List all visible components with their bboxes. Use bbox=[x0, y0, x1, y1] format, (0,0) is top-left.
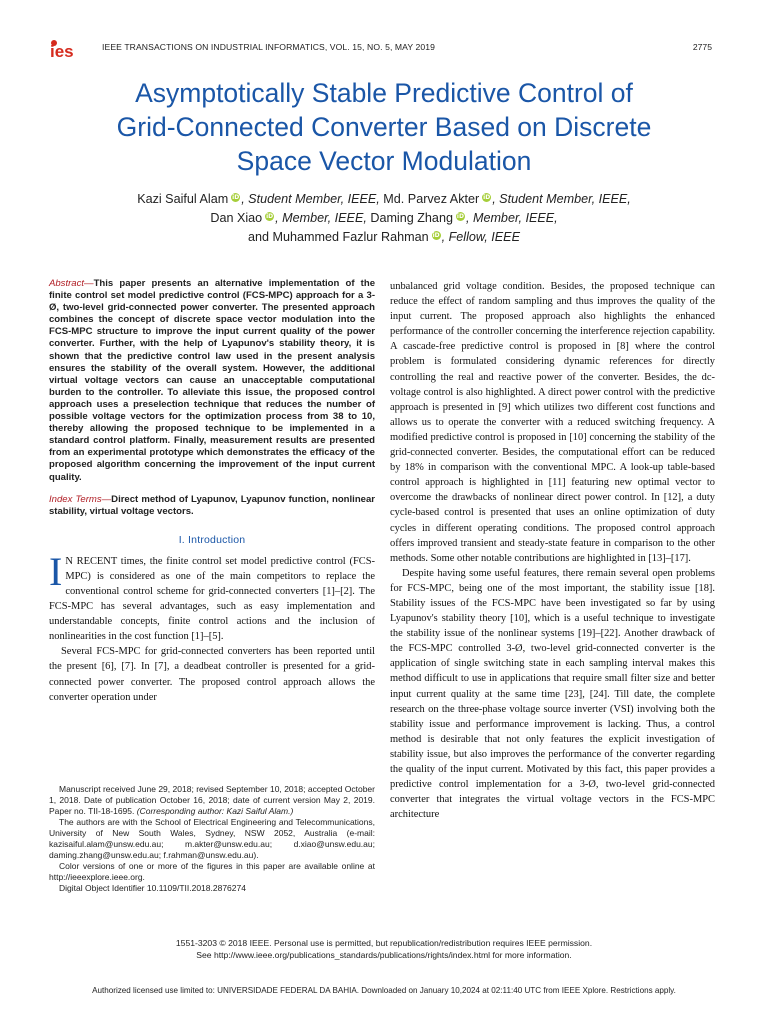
footnote-manuscript bbox=[49, 784, 375, 817]
ies-logo-icon bbox=[48, 38, 88, 60]
author-role: , Student Member, IEEE, bbox=[241, 192, 380, 206]
copyright-link-line[interactable]: See http://www.ieee.org/publications_standards/publications/rights/index.html for more information. bbox=[196, 950, 572, 960]
orcid-icon[interactable]: iD bbox=[232, 194, 240, 201]
author-line bbox=[40, 228, 728, 247]
right-column bbox=[390, 279, 715, 822]
introduction bbox=[49, 548, 375, 705]
author-list bbox=[40, 190, 728, 247]
author-line bbox=[40, 190, 728, 209]
author-role: , Member, IEEE, bbox=[275, 211, 367, 225]
footnote-color: Color versions of one or more of the figures in this paper are available online at http://ieeexplore.ieee.org. bbox=[49, 861, 375, 882]
author-name: Kazi Saiful Alam bbox=[137, 192, 229, 206]
body-paragraph: unbalanced grid voltage condition. Besides, the proposed technique can reduce the effect of random sampling and thus improves the quality of the input current. The proposed approach also highlights the enhanced performance of the controller concerning the interference rejection capability. A cascade-free predictive control is proposed in [8] where the control problem is formulated considering dynamic references for directly controlling the real and reactive power of the converter. Besides, the dc-voltage control is also highlighted. A direct power control with the predictive approach is presented in [9] which utilizes two different cost functions and allows us to operate the converter with a reduced switching frequency. A modified predictive control is proposed in [10] concerning the stability of the grid-connected converter. Besides, the computational effort can be reduced by 18% in comparison with the conventional MPC. A look-up table-based control approach is highlighted in [11] featuring new optimal vector to overcome the drawbacks of nonlinear direct power control. In [12], a duty cycle-based control is presented that uses an online optimization of duty cycles in different operating conditions. The proposed control approach offers improved transient and steady-state feature in comparison to the other methods. Some other notable contributions are highlighted in [13]–[17]. bbox=[390, 281, 715, 564]
title-line: Grid-Connected Converter Based on Discrete bbox=[116, 112, 652, 142]
orcid-icon[interactable]: iD bbox=[456, 213, 464, 220]
logo-text: ies bbox=[50, 42, 74, 60]
orcid-icon[interactable]: iD bbox=[266, 213, 274, 220]
author-name: Dan Xiao bbox=[210, 211, 263, 225]
author-name: Daming Zhang bbox=[370, 211, 453, 225]
intro-paragraph: Several FCS-MPC for grid-connected converters has been reported until the present [6], [7]. In [7], a deadbeat controller is presented for a grid-connected power converter. The proposed control approach allows the converter operation under bbox=[49, 646, 375, 703]
author-role: , Fellow, IEEE bbox=[441, 230, 520, 244]
abstract bbox=[49, 278, 375, 484]
license-notice: Authorized licensed use limited to: UNIVERSIDADE FEDERAL DA BAHIA. Downloaded on January 10,2024 at 02:11:40 UTC from IEEE Xplore. Restrictions apply. bbox=[92, 986, 676, 995]
copyright-notice bbox=[60, 937, 708, 961]
abstract-label: Abstract— bbox=[49, 278, 94, 289]
paper-title bbox=[40, 76, 728, 178]
intro-para1-text: N RECENT times, the finite control set model predictive control (FCS-MPC) is considered as one of the main competitors to replace the conventional control scheme for grid-connected converters [1]–[2]. The FCS-MPC has several advantages, such as easy implementation and understandable concepts, finite control actions and the inclusion of nonlinearities in the cost function [1]–[5]. bbox=[49, 555, 375, 643]
author-name: and Muhammed Fazlur Rahman bbox=[248, 230, 429, 244]
index-terms-text: Direct method of Lyapunov, Lyapunov function, nonlinear stability, virtual voltage vectors. bbox=[49, 493, 375, 517]
author-name: Md. Parvez Akter bbox=[383, 192, 480, 206]
abstract-text: This paper presents an alternative implementation of the finite control set model predictive control (FCS-MPC) approach for a 3-Ø, two-level grid-connected power converter. The presented approach combines the concept of discrete space vector modulation into the FCS-MPC structure to improve the input current quality of the power converter. Further, with the help of Lyapunov's stability theory, it is shown that the predictive control law used in the present analysis ensures the stability of the overall system. However, the additional virtual voltage vectors can cause an unacceptable computational burden to the controller. To alleviate this issue, the proposed control approach uses a preselection technique that reduces the number of possible voltage vectors for the optimization process from 38 to 10, thereby allowing the proposed technique to be implemented in a standard control platform. Finally, measurement results are presented from an experimental prototype which demonstrates the efficacy of the proposed algorithm concerning the improvement of the input current quality. bbox=[49, 278, 375, 483]
drop-cap: I bbox=[49, 548, 63, 594]
footnote-affiliation: The authors are with the School of Electrical Engineering and Telecommunications, University of New South Wales, Sydney, NSW 2052, Australia (e-mail: kazisaiful.alam@unsw.edu.au; m.akter@unsw.edu.au; d.xiao@unsw.edu.au; daming.zhang@unsw.edu.au; f.rahman@unsw.edu.au). bbox=[49, 817, 375, 860]
footnote-doi: Digital Object Identifier 10.1109/TII.2018.2876274 bbox=[59, 883, 246, 893]
section-heading: I. Introduction bbox=[178, 533, 246, 546]
page-number: 2775 bbox=[692, 42, 712, 52]
author-line bbox=[40, 209, 728, 228]
journal-header: IEEE TRANSACTIONS ON INDUSTRIAL INFORMATICS, VOL. 15, NO. 5, MAY 2019 bbox=[102, 42, 436, 52]
author-role: , Student Member, IEEE, bbox=[492, 192, 631, 206]
left-column bbox=[49, 278, 375, 705]
author-role: , Member, IEEE, bbox=[465, 211, 558, 225]
intro-paragraph bbox=[49, 548, 375, 645]
copyright-line: 1551-3203 © 2018 IEEE. Personal use is permitted, but republication/redistribution requires IEEE permission. bbox=[175, 938, 593, 948]
index-terms bbox=[49, 494, 375, 518]
corresponding-author: (Corresponding author: Kazi Saiful Alam.) bbox=[136, 806, 294, 816]
orcid-icon[interactable]: iD bbox=[483, 194, 491, 201]
index-terms-label: Index Terms— bbox=[49, 493, 112, 505]
title-line: Asymptotically Stable Predictive Control of bbox=[135, 78, 633, 108]
orcid-icon[interactable]: iD bbox=[432, 232, 440, 239]
page-header bbox=[48, 38, 712, 60]
footnotes bbox=[49, 784, 375, 894]
body-paragraph: Despite having some useful features, there remain several open problems for FCS-MPC, being one of the most important, the stability issue [18]. Stability issues of the FCS-MPC have been investigated so far by using Lyapunov's stability theory [10], which is a useful technique to investigate the stability issue of the nonlinear systems [19]–[22]. Another drawback of the FCS-MPC controlled 3-Ø, two-level grid-connected converter is the application of single switching state in each sampling interval makes this method difficult to use in applications that require small filter size and better input current quality at the same time [23], [24]. Till date, the complete research on the three-phase voltage source inverter (VSI) involving both the stability issue and performance improvement is lacking. Thus, a control method is desirable that not only features the explicit investigation of stability issue, but also improves the performance of the converter regarding the quality of the input current. Motivated by this fact, this paper provides a predictive control implementation for a 3-Ø, two-level grid-connected converter that integrates the virtual voltage vectors in the FCS-MPC architecture bbox=[390, 567, 715, 821]
title-line: Space Vector Modulation bbox=[236, 146, 532, 176]
manuscript-dates: Manuscript received June 29, 2018; revised September 10, 2018; accepted October 1, 2018. Date of publication October 16, 2018; date of current version May 2, 2019. Paper no. TII-18-1695. bbox=[49, 784, 375, 816]
